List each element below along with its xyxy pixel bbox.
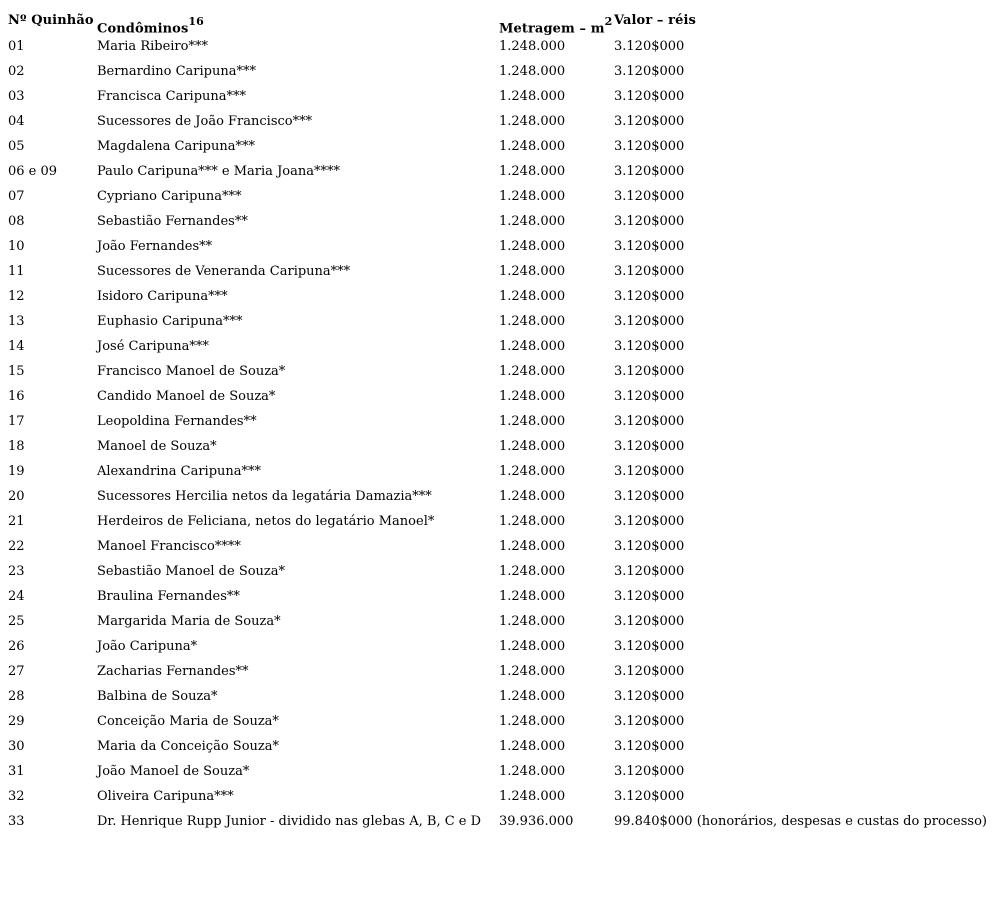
table-row xyxy=(8,285,1003,310)
table-row xyxy=(8,85,1003,110)
header-metragem xyxy=(499,17,612,36)
table-row xyxy=(8,410,1003,435)
cell-condomino: Sebastião Fernandes** xyxy=(97,214,248,229)
table-row xyxy=(8,610,1003,635)
cell-valor: 3.120$000 xyxy=(614,39,685,54)
condominos-table xyxy=(8,8,1003,835)
cell-metragem: 1.248.000 xyxy=(499,564,566,579)
cell-quinhao: 13 xyxy=(8,314,25,329)
cell-quinhao: 03 xyxy=(8,89,25,104)
table-row xyxy=(8,635,1003,660)
cell-valor: 3.120$000 xyxy=(614,464,685,479)
cell-condomino: Manoel de Souza* xyxy=(97,439,217,454)
cell-quinhao: 07 xyxy=(8,189,25,204)
cell-condomino: Francisca Caripuna*** xyxy=(97,89,247,104)
cell-quinhao: 06 e 09 xyxy=(8,164,58,179)
cell-condomino: Sucessores de João Francisco*** xyxy=(97,114,313,129)
cell-quinhao: 21 xyxy=(8,514,25,529)
cell-quinhao: 14 xyxy=(8,339,25,354)
table-row xyxy=(8,160,1003,185)
cell-valor: 3.120$000 xyxy=(614,414,685,429)
table-row xyxy=(8,185,1003,210)
cell-condomino: Magdalena Caripuna*** xyxy=(97,139,255,154)
cell-valor: 3.120$000 xyxy=(614,789,685,804)
table-row xyxy=(8,460,1003,485)
cell-condomino: Balbina de Souza* xyxy=(97,689,218,704)
cell-quinhao: 20 xyxy=(8,489,25,504)
cell-valor: 3.120$000 xyxy=(614,439,685,454)
header-valor: Valor – réis xyxy=(614,13,696,28)
cell-metragem: 1.248.000 xyxy=(499,164,566,179)
cell-quinhao: 16 xyxy=(8,389,25,404)
cell-metragem: 1.248.000 xyxy=(499,189,566,204)
cell-metragem: 1.248.000 xyxy=(499,689,566,704)
cell-metragem: 1.248.000 xyxy=(499,114,566,129)
cell-condomino: Dr. Henrique Rupp Junior - dividido nas glebas A, B, C e D xyxy=(97,814,482,829)
table-row xyxy=(8,385,1003,410)
table-row xyxy=(8,760,1003,785)
cell-valor: 3.120$000 xyxy=(614,564,685,579)
cell-metragem: 1.248.000 xyxy=(499,714,566,729)
cell-quinhao: 30 xyxy=(8,739,25,754)
cell-quinhao: 08 xyxy=(8,214,25,229)
cell-condomino: Zacharias Fernandes** xyxy=(97,664,249,679)
cell-valor: 3.120$000 xyxy=(614,514,685,529)
header-metragem-label: Metragem – m xyxy=(499,21,605,37)
cell-condomino: João Fernandes** xyxy=(97,239,213,254)
cell-metragem: 1.248.000 xyxy=(499,664,566,679)
cell-valor: 3.120$000 xyxy=(614,339,685,354)
cell-metragem: 1.248.000 xyxy=(499,414,566,429)
cell-valor: 3.120$000 xyxy=(614,614,685,629)
table-row xyxy=(8,585,1003,610)
cell-valor: 3.120$000 xyxy=(614,539,685,554)
cell-metragem: 1.248.000 xyxy=(499,64,566,79)
cell-quinhao: 29 xyxy=(8,714,25,729)
table-row xyxy=(8,435,1003,460)
footnote-marker: 16 xyxy=(188,15,204,28)
cell-quinhao: 12 xyxy=(8,289,25,304)
cell-valor: 3.120$000 xyxy=(614,689,685,704)
cell-metragem: 1.248.000 xyxy=(499,789,566,804)
cell-metragem: 1.248.000 xyxy=(499,239,566,254)
cell-condomino: Margarida Maria de Souza* xyxy=(97,614,281,629)
table-body xyxy=(8,35,1003,835)
cell-valor: 3.120$000 xyxy=(614,764,685,779)
cell-quinhao: 31 xyxy=(8,764,25,779)
table-row xyxy=(8,485,1003,510)
cell-condomino: Leopoldina Fernandes** xyxy=(97,414,257,429)
cell-condomino: Maria da Conceição Souza* xyxy=(97,739,279,754)
table-row xyxy=(8,135,1003,160)
cell-valor: 3.120$000 xyxy=(614,739,685,754)
cell-quinhao: 15 xyxy=(8,364,25,379)
cell-valor: 99.840$000 (honorários, despesas e custas do processo) xyxy=(614,814,987,829)
cell-valor: 3.120$000 xyxy=(614,214,685,229)
table-row xyxy=(8,510,1003,535)
cell-condomino: Alexandrina Caripuna*** xyxy=(97,464,262,479)
table-row xyxy=(8,210,1003,235)
cell-valor: 3.120$000 xyxy=(614,164,685,179)
cell-condomino: Manoel Francisco**** xyxy=(97,539,241,554)
table-row xyxy=(8,560,1003,585)
table-row xyxy=(8,710,1003,735)
cell-metragem: 1.248.000 xyxy=(499,314,566,329)
table-row xyxy=(8,360,1003,385)
table-header xyxy=(8,8,1003,35)
table-row xyxy=(8,235,1003,260)
cell-condomino: Isidoro Caripuna*** xyxy=(97,289,228,304)
cell-valor: 3.120$000 xyxy=(614,489,685,504)
table-row xyxy=(8,785,1003,810)
cell-quinhao: 18 xyxy=(8,439,25,454)
cell-metragem: 1.248.000 xyxy=(499,489,566,504)
cell-condomino: Sucessores Hercilia netos da legatária Damazia*** xyxy=(97,489,432,504)
cell-quinhao: 19 xyxy=(8,464,25,479)
cell-condomino: Sucessores de Veneranda Caripuna*** xyxy=(97,264,351,279)
cell-metragem: 1.248.000 xyxy=(499,339,566,354)
cell-metragem: 1.248.000 xyxy=(499,539,566,554)
cell-quinhao: 33 xyxy=(8,814,25,829)
cell-condomino: Cypriano Caripuna*** xyxy=(97,189,242,204)
cell-metragem: 1.248.000 xyxy=(499,764,566,779)
cell-condomino: Oliveira Caripuna*** xyxy=(97,789,234,804)
cell-metragem: 1.248.000 xyxy=(499,264,566,279)
cell-valor: 3.120$000 xyxy=(614,239,685,254)
cell-condomino: Bernardino Caripuna*** xyxy=(97,64,256,79)
cell-metragem: 1.248.000 xyxy=(499,639,566,654)
unit-superscript: 2 xyxy=(604,15,613,28)
cell-valor: 3.120$000 xyxy=(614,139,685,154)
cell-metragem: 1.248.000 xyxy=(499,589,566,604)
cell-valor: 3.120$000 xyxy=(614,364,685,379)
cell-metragem: 1.248.000 xyxy=(499,289,566,304)
cell-metragem: 1.248.000 xyxy=(499,439,566,454)
cell-metragem: 1.248.000 xyxy=(499,614,566,629)
cell-condomino: Euphasio Caripuna*** xyxy=(97,314,243,329)
header-condominos-label: Condôminos xyxy=(97,21,189,37)
cell-condomino: Paulo Caripuna*** e Maria Joana**** xyxy=(97,164,340,179)
cell-condomino: José Caripuna*** xyxy=(97,339,209,354)
cell-metragem: 1.248.000 xyxy=(499,214,566,229)
table-row xyxy=(8,310,1003,335)
cell-valor: 3.120$000 xyxy=(614,639,685,654)
cell-metragem: 1.248.000 xyxy=(499,464,566,479)
cell-metragem: 1.248.000 xyxy=(499,739,566,754)
cell-metragem: 1.248.000 xyxy=(499,89,566,104)
cell-quinhao: 04 xyxy=(8,114,25,129)
cell-valor: 3.120$000 xyxy=(614,714,685,729)
table-row xyxy=(8,35,1003,60)
cell-quinhao: 24 xyxy=(8,589,25,604)
cell-metragem: 1.248.000 xyxy=(499,39,566,54)
cell-condomino: Candido Manoel de Souza* xyxy=(97,389,276,404)
cell-condomino: Conceição Maria de Souza* xyxy=(97,714,279,729)
cell-condomino: Sebastião Manoel de Souza* xyxy=(97,564,286,579)
cell-quinhao: 10 xyxy=(8,239,25,254)
cell-condomino: Francisco Manoel de Souza* xyxy=(97,364,286,379)
cell-valor: 3.120$000 xyxy=(614,664,685,679)
cell-valor: 3.120$000 xyxy=(614,114,685,129)
cell-metragem: 39.936.000 xyxy=(499,814,574,829)
cell-condomino: João Caripuna* xyxy=(97,639,198,654)
cell-quinhao: 02 xyxy=(8,64,25,79)
cell-metragem: 1.248.000 xyxy=(499,139,566,154)
cell-valor: 3.120$000 xyxy=(614,314,685,329)
table-row xyxy=(8,735,1003,760)
cell-quinhao: 23 xyxy=(8,564,25,579)
cell-quinhao: 26 xyxy=(8,639,25,654)
cell-valor: 3.120$000 xyxy=(614,89,685,104)
table-row xyxy=(8,260,1003,285)
header-condominos xyxy=(97,17,204,36)
table-row xyxy=(8,660,1003,685)
cell-condomino: Braulina Fernandes** xyxy=(97,589,240,604)
header-quinhao: Nº Quinhão xyxy=(8,13,94,28)
cell-condomino: João Manoel de Souza* xyxy=(97,764,250,779)
cell-valor: 3.120$000 xyxy=(614,589,685,604)
cell-metragem: 1.248.000 xyxy=(499,514,566,529)
cell-quinhao: 32 xyxy=(8,789,25,804)
table-row xyxy=(8,535,1003,560)
cell-quinhao: 25 xyxy=(8,614,25,629)
cell-quinhao: 28 xyxy=(8,689,25,704)
table-row xyxy=(8,60,1003,85)
cell-valor: 3.120$000 xyxy=(614,389,685,404)
table-row xyxy=(8,110,1003,135)
cell-quinhao: 17 xyxy=(8,414,25,429)
cell-condomino: Maria Ribeiro*** xyxy=(97,39,208,54)
cell-valor: 3.120$000 xyxy=(614,189,685,204)
cell-quinhao: 22 xyxy=(8,539,25,554)
cell-quinhao: 05 xyxy=(8,139,25,154)
cell-valor: 3.120$000 xyxy=(614,64,685,79)
cell-quinhao: 01 xyxy=(8,39,25,54)
table-row xyxy=(8,685,1003,710)
cell-condomino: Herdeiros de Feliciana, netos do legatário Manoel* xyxy=(97,514,435,529)
table-row xyxy=(8,335,1003,360)
cell-metragem: 1.248.000 xyxy=(499,389,566,404)
cell-quinhao: 11 xyxy=(8,264,25,279)
cell-valor: 3.120$000 xyxy=(614,289,685,304)
cell-quinhao: 27 xyxy=(8,664,25,679)
table-row xyxy=(8,810,1003,835)
cell-valor: 3.120$000 xyxy=(614,264,685,279)
cell-metragem: 1.248.000 xyxy=(499,364,566,379)
